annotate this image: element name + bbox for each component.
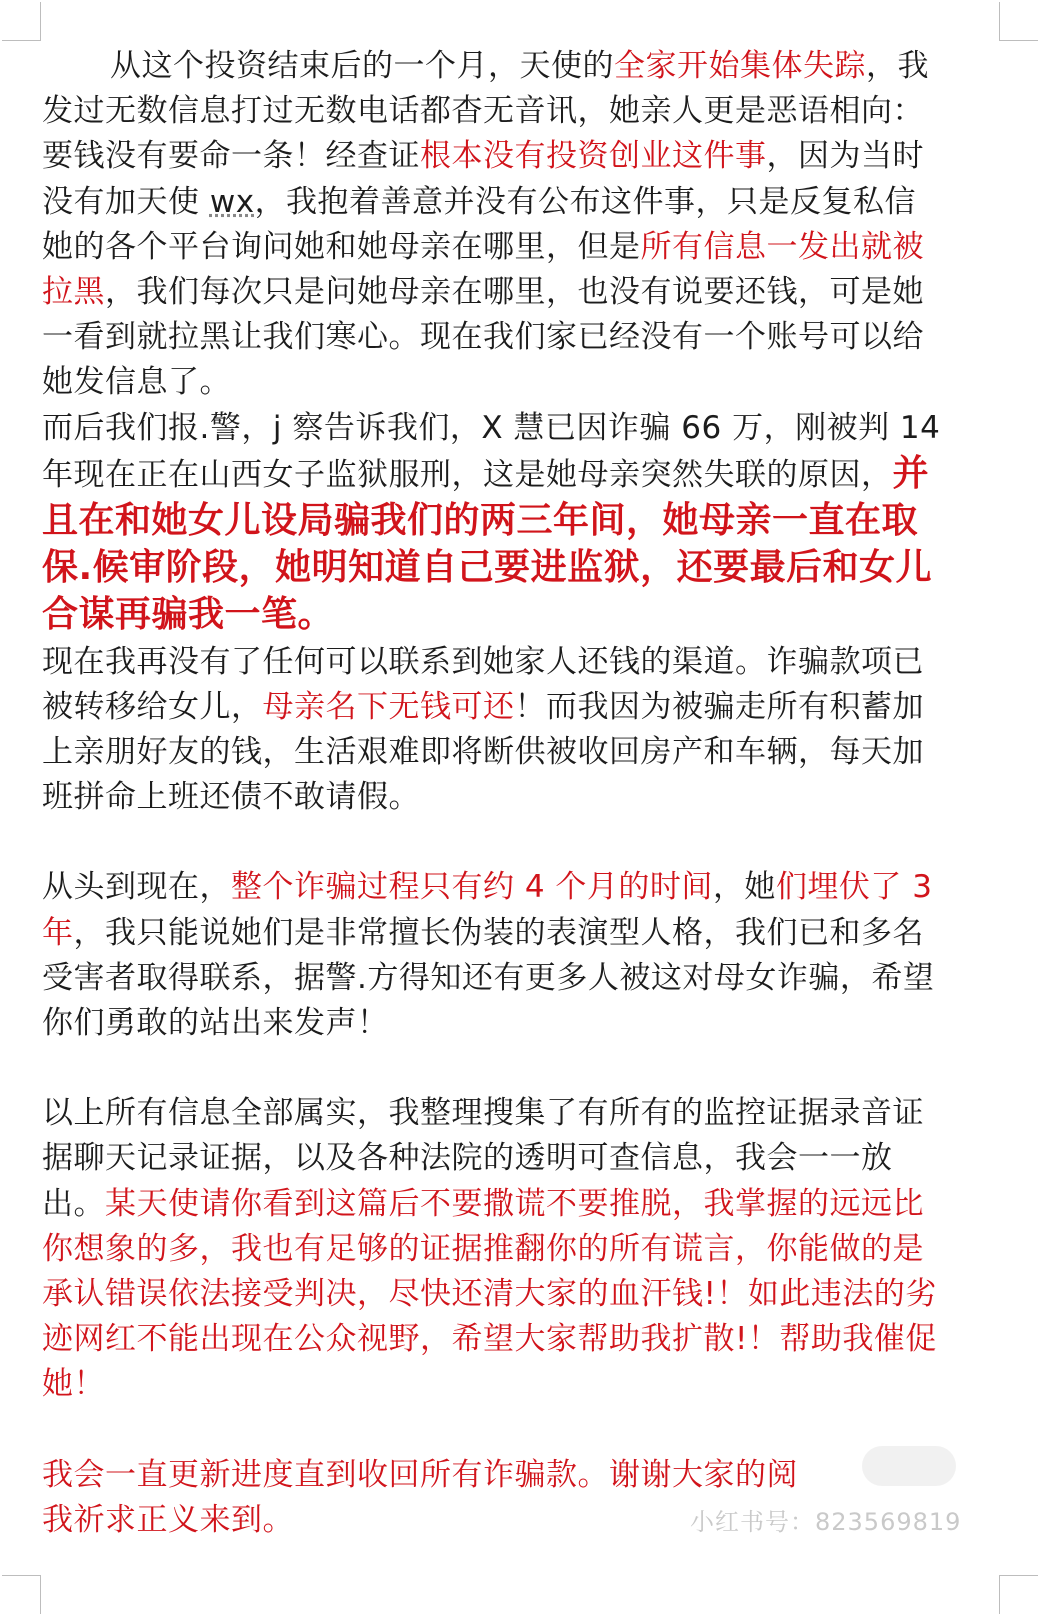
paragraph-5 xyxy=(42,1091,942,1407)
crop-mark-top-left xyxy=(2,2,41,41)
highlight-text-red: 我会一直更新进度直到收回所有诈骗款。谢谢大家的阅 xyxy=(42,1456,798,1493)
crop-mark-top-right xyxy=(999,2,1038,41)
highlight-text-red: 们埋伏了 3 年 xyxy=(42,869,943,951)
body-text: ，我们每次只是问她母亲在哪里，也没有说要还钱，可是她一看到就拉黑让我们寒心。现在我们家已经没有一个账号可以给她发信息了。 xyxy=(42,274,924,401)
paragraph-1 xyxy=(42,44,942,406)
highlight-text-red: 我祈求正义来到。 xyxy=(42,1501,294,1538)
highlight-text-red: 整个诈骗过程只有约 4 个月的时间 xyxy=(231,869,713,906)
watermark-account-id: 小红书号：823569819 xyxy=(690,1508,962,1536)
body-text: ，她 xyxy=(712,869,776,906)
highlight-text-big: 并且在和她女儿设局骗我们的两三年间，她母亲一直在取保.候审阶段，她明知道自己要进监狱，还要最后和女儿合谋再骗我一笔。 xyxy=(42,452,933,636)
body-text: 从头到现在， xyxy=(42,869,231,906)
document-body xyxy=(42,44,951,1543)
body-text: ，我发过无数信息打过无数电话都杳无音讯，她亲人更是恶语相向：要钱没有要命一条！经查证 xyxy=(42,48,929,175)
body-text: ，我抱着善意并没有公布这件事，只是反复私信她的各个平台询问她和她母亲在哪里，但是 xyxy=(42,183,917,265)
watermark-logo-icon xyxy=(862,1446,956,1486)
crop-mark-bottom-left xyxy=(2,1575,41,1614)
highlight-text-red: 某天使请你看到这篇后不要撒谎不要推脱，我掌握的远远比你想象的多，我也有足够的证据推翻你的所有谎言，你能做的是承认错误依法接受判决，尽快还清大家的血汗钱!！如此违法的劣迹网红不能出现在公众视野，希望大家帮助我扩散!！帮助我催促她！ xyxy=(42,1185,937,1403)
highlight-text-red: 根本没有投资创业这件事 xyxy=(420,138,767,175)
paragraph-3 xyxy=(42,640,942,821)
paragraph-6 xyxy=(42,1453,942,1498)
body-text: ，因为当时没有加天使 xyxy=(42,138,924,220)
highlight-text-red: 母亲名下无钱可还 xyxy=(262,688,515,725)
body-text: ！而我因为被骗走所有积蓄加上亲朋好友的钱，生活艰难即将断供被收回房产和车辆，每天加班拼命上班还债不敢请假。 xyxy=(42,688,924,816)
highlight-text-red: 全家开始集体失踪 xyxy=(614,48,866,84)
paragraph-2 xyxy=(42,406,951,640)
body-text: 从这个投资结束后的一个月，天使的 xyxy=(110,48,614,84)
crop-mark-bottom-right xyxy=(999,1575,1038,1614)
highlight-text-dotted: wx xyxy=(209,183,255,220)
body-text: 以上所有信息全部属实，我整理搜集了有所有的监控证据录音证据聊天记录证据，以及各种法院的透明可查信息，我会一一放出。 xyxy=(42,1095,924,1222)
body-text: 而后我们报.警，j 察告诉我们，X 慧已因诈骗 66 万，刚被判 14 年现在正在山西女子监狱服刑，这是她母亲突然失联的原因， xyxy=(42,409,951,493)
paragraph-spacer xyxy=(42,1408,942,1453)
paragraph-spacer xyxy=(42,820,942,865)
highlight-text-red: 所有信息一发出就被拉黑 xyxy=(42,228,924,311)
body-text: 现在我再没有了任何可以联系到她家人还钱的渠道。诈骗款项已被转移给女儿， xyxy=(42,643,924,725)
body-text: ，我只能说她们是非常擅长伪装的表演型人格，我们已和多名受害者取得联系，据警.方得知还有更多人被这对母女诈骗，希望你们勇敢的站出来发声！ xyxy=(42,914,935,1042)
paragraph-spacer xyxy=(42,1046,942,1091)
paragraph-4 xyxy=(42,865,942,1046)
